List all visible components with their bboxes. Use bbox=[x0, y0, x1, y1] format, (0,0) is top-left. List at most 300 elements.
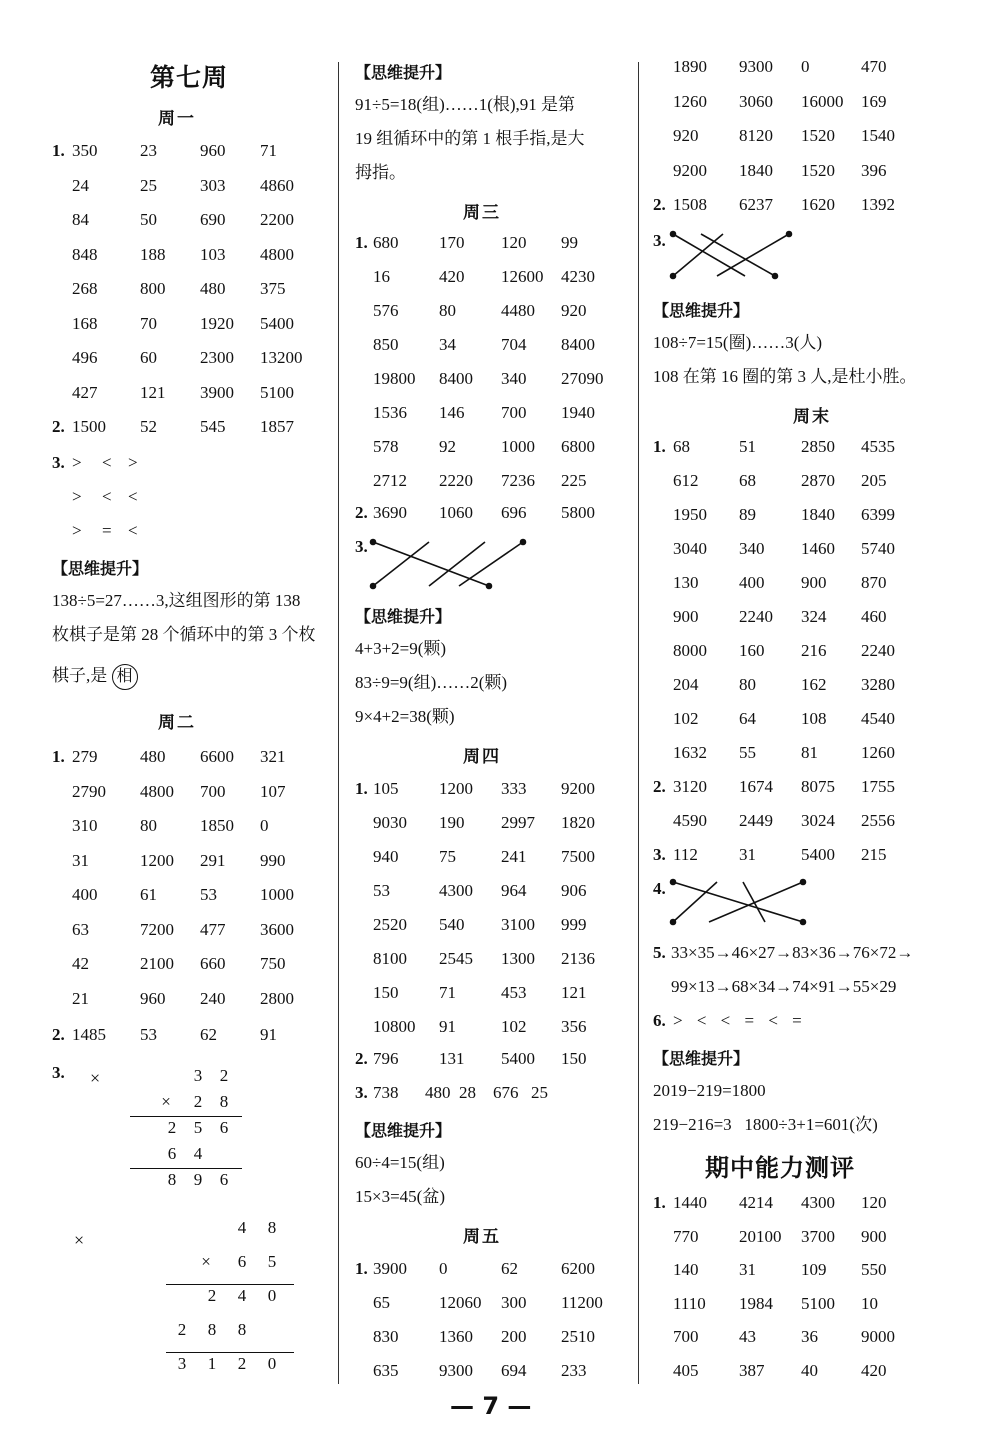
answer-cell: 53 bbox=[140, 1025, 157, 1044]
answer-cell: 738 bbox=[373, 1083, 399, 1102]
answer-cell: 68 bbox=[673, 437, 690, 456]
answer-cell: 870 bbox=[861, 573, 887, 592]
answer-cell: < bbox=[128, 487, 138, 506]
answer-cell: 51 bbox=[739, 437, 756, 456]
question-number: 2. bbox=[52, 1025, 65, 1044]
answer-cell: 91 bbox=[260, 1025, 277, 1044]
answer-cell: 8000 bbox=[673, 641, 707, 660]
answer-cell: 9200 bbox=[673, 160, 707, 180]
answer-cell: 540 bbox=[439, 915, 465, 934]
answer-cell: 964 bbox=[501, 881, 527, 900]
question-number: 1. bbox=[355, 779, 368, 798]
answer-cell: 1850 bbox=[200, 816, 234, 835]
answer-cell: 6200 bbox=[561, 1259, 595, 1278]
question-number: 2. bbox=[355, 503, 368, 522]
weekend-think-label: 【思维提升】 bbox=[653, 1049, 750, 1068]
page-number: — 7 — bbox=[450, 1392, 532, 1420]
answer-cell: 1536 bbox=[373, 403, 407, 422]
answer-cell: 43 bbox=[739, 1327, 756, 1347]
answer-cell: < bbox=[102, 487, 112, 506]
answer-cell: 92 bbox=[439, 437, 456, 456]
digit: 4 bbox=[237, 1286, 247, 1305]
answer-cell: 102 bbox=[501, 1017, 527, 1036]
answer-cell: 91 bbox=[439, 1017, 456, 1036]
answer-cell: 130 bbox=[673, 573, 699, 592]
think-line: 108 在第 16 圈的第 3 人,是杜小胜。 bbox=[653, 367, 917, 386]
answer-cell: 23 bbox=[140, 141, 157, 160]
answer-cell: 8120 bbox=[739, 126, 773, 145]
answer-cell: 81 bbox=[801, 743, 818, 762]
question-number: 3. bbox=[355, 1083, 368, 1102]
answer-cell: 1950 bbox=[673, 505, 707, 524]
digit: 6 bbox=[219, 1118, 229, 1137]
answer-cell: 170 bbox=[439, 233, 465, 252]
day1-think-line: 枚棋子是第 28 个循环中的第 3 个枚 bbox=[52, 625, 316, 644]
weekend-q6-number: 6. bbox=[653, 1011, 666, 1030]
answer-cell: 2870 bbox=[801, 471, 835, 490]
answer-cell: 1857 bbox=[260, 417, 294, 436]
weekend-q6-answer: > < < = < = bbox=[673, 1011, 802, 1030]
answer-cell: 2850 bbox=[801, 437, 835, 456]
answer-cell: > bbox=[72, 453, 82, 472]
digit: 0 bbox=[267, 1286, 277, 1305]
answer-cell: 5400 bbox=[260, 313, 294, 333]
answer-cell: < bbox=[128, 521, 138, 540]
answer-cell: 84 bbox=[72, 210, 89, 229]
answer-cell: 900 bbox=[673, 607, 699, 626]
answer-cell: 1540 bbox=[861, 126, 895, 145]
day2-title: 周二 bbox=[158, 713, 196, 733]
weekend-q5-line: 99×13→68×34→74×91→55×29 bbox=[671, 977, 897, 996]
answer-cell: 80 bbox=[739, 675, 756, 694]
answer-cell: 1260 bbox=[861, 743, 895, 762]
answer-cell: 109 bbox=[801, 1260, 827, 1280]
answer-cell: 241 bbox=[501, 847, 527, 866]
answer-cell: 131 bbox=[439, 1049, 465, 1068]
think-label: 【思维提升】 bbox=[653, 301, 750, 320]
answer-cell: 940 bbox=[373, 847, 399, 866]
answer-cell: < bbox=[102, 453, 112, 472]
answer-cell: 2449 bbox=[739, 811, 773, 830]
answer-cell: 19800 bbox=[373, 369, 416, 388]
weekend-q4-number: 4. bbox=[653, 879, 666, 898]
answer-cell: 920 bbox=[561, 301, 587, 320]
answer-cell: 1508 bbox=[673, 195, 707, 214]
answer-cell: 0 bbox=[260, 816, 269, 835]
answer-cell: 960 bbox=[140, 988, 166, 1008]
answer-cell: 1940 bbox=[561, 403, 595, 422]
answer-cell: 7200 bbox=[140, 919, 174, 939]
answer-cell: 303 bbox=[200, 175, 226, 195]
q3-number: 3. bbox=[653, 231, 666, 250]
answer-cell: 400 bbox=[739, 573, 765, 592]
answer-cell: 25 bbox=[531, 1083, 548, 1102]
answer-cell: 8400 bbox=[561, 335, 595, 354]
answer-cell: 321 bbox=[260, 747, 286, 766]
answer-cell: 12060 bbox=[439, 1293, 482, 1312]
answer-cell: 50 bbox=[140, 210, 157, 229]
answer-cell: 3024 bbox=[801, 811, 835, 830]
answer-cell: 700 bbox=[673, 1327, 699, 1347]
answer-cell: 71 bbox=[260, 141, 277, 160]
answer-cell: 1200 bbox=[140, 850, 174, 870]
answer-cell: 61 bbox=[140, 885, 157, 904]
question-number: 1. bbox=[653, 1193, 666, 1212]
answer-cell: 150 bbox=[561, 1049, 587, 1068]
wrong-mark: × bbox=[74, 1230, 85, 1250]
calc-rule bbox=[130, 1116, 242, 1117]
answer-cell: 80 bbox=[439, 301, 456, 320]
answer-cell: 1360 bbox=[439, 1327, 473, 1346]
think-line: 19 组循环中的第 1 根手指,是大 bbox=[355, 129, 585, 148]
digit: 5 bbox=[267, 1252, 277, 1271]
question-number: 1. bbox=[355, 1259, 368, 1278]
day1-title: 周一 bbox=[158, 109, 196, 129]
answer-cell: > bbox=[72, 487, 82, 506]
answer-cell: 8400 bbox=[439, 369, 473, 388]
circled-answer: 相 bbox=[112, 664, 138, 690]
answer-cell: 4860 bbox=[260, 175, 294, 195]
digit: 2 bbox=[237, 1354, 247, 1373]
multiply-sign: × bbox=[161, 1092, 171, 1111]
digit: 8 bbox=[167, 1170, 177, 1189]
day3-title: 周三 bbox=[463, 203, 501, 223]
answer-cell: 3120 bbox=[673, 777, 707, 796]
question-number: 2. bbox=[653, 777, 666, 796]
weekend-q5-number: 5. bbox=[653, 943, 666, 962]
answer-cell: 4590 bbox=[673, 811, 707, 830]
answer-cell: 676 bbox=[493, 1083, 519, 1102]
answer-cell: 53 bbox=[200, 885, 217, 904]
answer-cell: 200 bbox=[501, 1327, 527, 1346]
answer-cell: 21 bbox=[72, 988, 89, 1008]
answer-cell: 3900 bbox=[373, 1259, 407, 1278]
day3-think-line: 4+3+2=9(颗) bbox=[355, 639, 447, 658]
answer-cell: 80 bbox=[140, 816, 157, 835]
answer-cell: 31 bbox=[739, 1260, 756, 1280]
answer-cell: 1110 bbox=[673, 1293, 706, 1313]
answer-cell: 960 bbox=[200, 141, 226, 160]
answer-cell: 68 bbox=[739, 471, 756, 490]
question-number: 1. bbox=[653, 437, 666, 456]
answer-cell: 477 bbox=[200, 919, 226, 939]
answer-cell: 0 bbox=[801, 57, 810, 76]
digit: 3 bbox=[177, 1354, 187, 1373]
answer-cell: 31 bbox=[72, 850, 89, 870]
answer-cell: 150 bbox=[373, 983, 399, 1002]
answer-cell: 1440 bbox=[673, 1193, 707, 1212]
answer-cell: 900 bbox=[801, 573, 827, 592]
digit: 2 bbox=[193, 1092, 203, 1111]
question-number: 2. bbox=[653, 195, 666, 214]
answer-cell: 700 bbox=[200, 781, 226, 801]
calc-rule bbox=[166, 1352, 294, 1353]
answer-cell: 216 bbox=[801, 641, 827, 660]
answer-cell: 3900 bbox=[200, 382, 234, 402]
question-number: 3. bbox=[653, 845, 666, 864]
answer-cell: 9000 bbox=[861, 1327, 895, 1347]
answer-cell: 545 bbox=[200, 417, 226, 436]
answer-cell: 5400 bbox=[801, 845, 835, 864]
answer-cell: > bbox=[72, 521, 82, 540]
answer-cell: 1920 bbox=[200, 313, 234, 333]
digit: 8 bbox=[219, 1092, 229, 1111]
answer-cell: 4535 bbox=[861, 437, 895, 456]
answer-cell: 770 bbox=[673, 1226, 699, 1246]
answer-cell: 102 bbox=[673, 709, 699, 728]
answer-cell: 427 bbox=[72, 382, 98, 402]
answer-cell: 420 bbox=[861, 1361, 887, 1380]
digit: 2 bbox=[219, 1066, 229, 1085]
answer-cell: 387 bbox=[739, 1361, 765, 1380]
answer-cell: = bbox=[102, 521, 112, 540]
answer-cell: 162 bbox=[801, 675, 827, 694]
answer-cell: 120 bbox=[501, 233, 527, 252]
answer-cell: 900 bbox=[861, 1226, 887, 1246]
answer-cell: 215 bbox=[861, 845, 887, 864]
day3-think-line: 9×4+2=38(颗) bbox=[355, 707, 455, 726]
answer-cell: 11200 bbox=[561, 1293, 603, 1312]
answer-cell: 4480 bbox=[501, 301, 535, 320]
weekend-think-line: 219−216=3 1800÷3+1=601(次) bbox=[653, 1115, 878, 1134]
answer-cell: 1000 bbox=[501, 437, 535, 456]
think-line: 91÷5=18(组)……1(根),91 是第 bbox=[355, 95, 576, 114]
answer-cell: 990 bbox=[260, 850, 286, 870]
answer-cell: 27090 bbox=[561, 369, 604, 388]
answer-cell: 1820 bbox=[561, 813, 595, 832]
answer-cell: 2556 bbox=[861, 811, 895, 830]
answer-cell: 480 bbox=[140, 747, 166, 766]
answer-cell: 53 bbox=[373, 881, 390, 900]
digit: 2 bbox=[167, 1118, 177, 1137]
answer-cell: 6399 bbox=[861, 505, 895, 524]
answer-cell: 5100 bbox=[801, 1293, 835, 1313]
answer-cell: 830 bbox=[373, 1327, 399, 1346]
answer-cell: 140 bbox=[673, 1260, 699, 1280]
calc-rule bbox=[130, 1168, 242, 1169]
day2-q3-number: 3. bbox=[52, 1063, 65, 1082]
answer-cell: 24 bbox=[72, 175, 89, 195]
answer-cell: 6237 bbox=[739, 195, 773, 214]
answer-cell: 62 bbox=[200, 1025, 217, 1044]
answer-cell: 5740 bbox=[861, 539, 895, 558]
answer-cell: 10 bbox=[861, 1293, 878, 1313]
answer-cell: 1200 bbox=[439, 779, 473, 798]
day1-think-line bbox=[52, 664, 138, 690]
answer-cell: 160 bbox=[739, 641, 765, 660]
answer-cell: 20100 bbox=[739, 1226, 782, 1246]
answer-cell: 700 bbox=[501, 403, 527, 422]
answer-cell: 750 bbox=[260, 954, 286, 973]
digit: 6 bbox=[167, 1144, 177, 1163]
answer-cell: 796 bbox=[373, 1049, 399, 1068]
day1-think-label: 【思维提升】 bbox=[52, 559, 149, 578]
answer-cell: 1500 bbox=[72, 417, 106, 436]
answer-cell: 906 bbox=[561, 881, 587, 900]
answer-cell: 800 bbox=[140, 279, 166, 298]
answer-cell: 70 bbox=[140, 313, 157, 333]
answer-cell: 291 bbox=[200, 850, 226, 870]
answer-cell: 848 bbox=[72, 244, 98, 264]
answer-cell: 10800 bbox=[373, 1017, 416, 1036]
answer-cell: 112 bbox=[673, 845, 698, 864]
answer-cell: 9300 bbox=[739, 57, 773, 76]
day3-think-label: 【思维提升】 bbox=[355, 607, 452, 626]
answer-cell: 340 bbox=[739, 539, 765, 558]
answer-cell: 3100 bbox=[501, 915, 535, 934]
week-title: 第七周 bbox=[150, 63, 229, 92]
day4-think-label: 【思维提升】 bbox=[355, 1121, 452, 1140]
think-label: 【思维提升】 bbox=[355, 63, 452, 82]
answer-cell: 233 bbox=[561, 1361, 587, 1380]
question-number: 2. bbox=[52, 417, 65, 436]
answer-cell: 2240 bbox=[861, 641, 895, 660]
answer-cell: 13200 bbox=[260, 348, 303, 367]
answer-cell: 470 bbox=[861, 57, 887, 76]
answer-cell: 3600 bbox=[260, 919, 294, 939]
answer-cell: 405 bbox=[673, 1361, 699, 1380]
question-number: 1. bbox=[52, 747, 65, 766]
answer-cell: 240 bbox=[200, 988, 226, 1008]
answer-cell: 375 bbox=[260, 279, 286, 298]
answer-cell: 460 bbox=[861, 607, 887, 626]
day1-think-text: 棋子,是 bbox=[52, 666, 108, 685]
think-line: 拇指。 bbox=[355, 163, 406, 182]
answer-cell: 25 bbox=[140, 175, 157, 195]
think-line: 108÷7=15(圈)……3(人) bbox=[653, 333, 823, 352]
answer-cell: 1674 bbox=[739, 777, 773, 796]
day4-title: 周四 bbox=[463, 747, 501, 767]
answer-cell: 1392 bbox=[861, 195, 895, 214]
question-number: 1. bbox=[355, 233, 368, 252]
answer-cell: 108 bbox=[801, 709, 827, 728]
day5-title: 周五 bbox=[463, 1227, 501, 1247]
answer-cell: 324 bbox=[801, 607, 827, 626]
answer-cell: 34 bbox=[439, 335, 456, 354]
answer-cell: 920 bbox=[673, 126, 699, 145]
digit: 2 bbox=[177, 1320, 187, 1339]
answer-cell: 1620 bbox=[801, 195, 835, 214]
answer-cell: 2200 bbox=[260, 210, 294, 229]
answer-cell: 1632 bbox=[673, 743, 707, 762]
answer-cell: 350 bbox=[72, 141, 98, 160]
question-number: 1. bbox=[52, 141, 65, 160]
answer-cell: 205 bbox=[861, 471, 887, 490]
answer-cell: 7500 bbox=[561, 847, 595, 866]
answer-cell: 8075 bbox=[801, 777, 835, 796]
weekend-title: 周末 bbox=[793, 407, 831, 427]
answer-cell: 3060 bbox=[739, 91, 773, 111]
answer-cell: 1890 bbox=[673, 57, 707, 76]
answer-cell: 62 bbox=[501, 1259, 518, 1278]
answer-cell: 9300 bbox=[439, 1361, 473, 1380]
answer-cell: 105 bbox=[373, 779, 399, 798]
answer-cell: 60 bbox=[140, 348, 157, 367]
answer-cell: 3040 bbox=[673, 539, 707, 558]
answer-cell: 2520 bbox=[373, 915, 407, 934]
answer-cell: 5100 bbox=[260, 382, 294, 402]
answer-cell: 89 bbox=[739, 505, 756, 524]
answer-cell: 4800 bbox=[140, 781, 174, 801]
answer-cell: 704 bbox=[501, 335, 527, 354]
answer-cell: 65 bbox=[373, 1293, 390, 1312]
matching-lines-diagram bbox=[369, 536, 529, 592]
answer-cell: 42 bbox=[72, 954, 89, 973]
digit: 5 bbox=[193, 1118, 203, 1137]
answer-cell: 2136 bbox=[561, 949, 595, 968]
answer-cell: 1060 bbox=[439, 503, 473, 522]
answer-cell: 146 bbox=[439, 403, 465, 422]
answer-cell: 169 bbox=[861, 91, 887, 111]
answer-cell: 12600 bbox=[501, 267, 544, 286]
weekend-q5-line: 33×35→46×27→83×36→76×72→ bbox=[671, 943, 914, 962]
answer-cell: 9200 bbox=[561, 779, 595, 798]
answer-cell: 279 bbox=[72, 747, 98, 766]
answer-cell: 400 bbox=[72, 885, 98, 904]
answer-cell: 16 bbox=[373, 267, 390, 286]
answer-cell: 1000 bbox=[260, 885, 294, 904]
answer-cell: 16000 bbox=[801, 91, 844, 111]
answer-cell: 3690 bbox=[373, 503, 407, 522]
answer-cell: 680 bbox=[373, 233, 399, 252]
answer-cell: 268 bbox=[72, 279, 98, 298]
answer-cell: 333 bbox=[501, 779, 527, 798]
answer-cell: 2510 bbox=[561, 1327, 595, 1346]
answer-cell: 121 bbox=[140, 382, 166, 402]
calc-rule bbox=[166, 1284, 294, 1285]
matching-lines-diagram bbox=[669, 226, 799, 282]
matching-lines-diagram bbox=[669, 874, 809, 930]
digit: 0 bbox=[267, 1354, 277, 1373]
answer-cell: 6800 bbox=[561, 437, 595, 456]
answer-cell: 8100 bbox=[373, 949, 407, 968]
answer-cell: 453 bbox=[501, 983, 527, 1002]
answer-cell: 168 bbox=[72, 313, 98, 333]
answer-cell: 496 bbox=[72, 348, 98, 367]
answer-cell: 1984 bbox=[739, 1293, 773, 1313]
answer-cell: 2545 bbox=[439, 949, 473, 968]
answer-cell: 420 bbox=[439, 267, 465, 286]
answer-cell: 2220 bbox=[439, 471, 473, 490]
answer-cell: 2790 bbox=[72, 781, 106, 801]
question-number: 3. bbox=[52, 453, 65, 472]
answer-cell: 1485 bbox=[72, 1025, 106, 1044]
answer-cell: 696 bbox=[501, 503, 527, 522]
answer-cell: 5400 bbox=[501, 1049, 535, 1068]
answer-cell: 120 bbox=[861, 1193, 887, 1212]
digit: 6 bbox=[237, 1252, 247, 1271]
answer-cell: 107 bbox=[260, 781, 286, 801]
answer-cell: 356 bbox=[561, 1017, 587, 1036]
answer-cell: 204 bbox=[673, 675, 699, 694]
answer-cell: 690 bbox=[200, 210, 226, 229]
answer-cell: 4300 bbox=[801, 1193, 835, 1212]
digit: 8 bbox=[237, 1320, 247, 1339]
answer-cell: 99 bbox=[561, 233, 578, 252]
answer-cell: 2997 bbox=[501, 813, 535, 832]
digit: 1 bbox=[207, 1354, 217, 1373]
answer-cell: 310 bbox=[72, 816, 98, 835]
digit: 8 bbox=[267, 1218, 277, 1237]
answer-cell: 4230 bbox=[561, 267, 595, 286]
answer-cell: 4214 bbox=[739, 1193, 773, 1212]
answer-cell: 5800 bbox=[561, 503, 595, 522]
answer-cell: 2300 bbox=[200, 348, 234, 367]
answer-cell: 40 bbox=[801, 1361, 818, 1380]
digit: 9 bbox=[193, 1170, 203, 1189]
column-divider bbox=[638, 62, 639, 1384]
answer-cell: 6600 bbox=[200, 747, 234, 766]
